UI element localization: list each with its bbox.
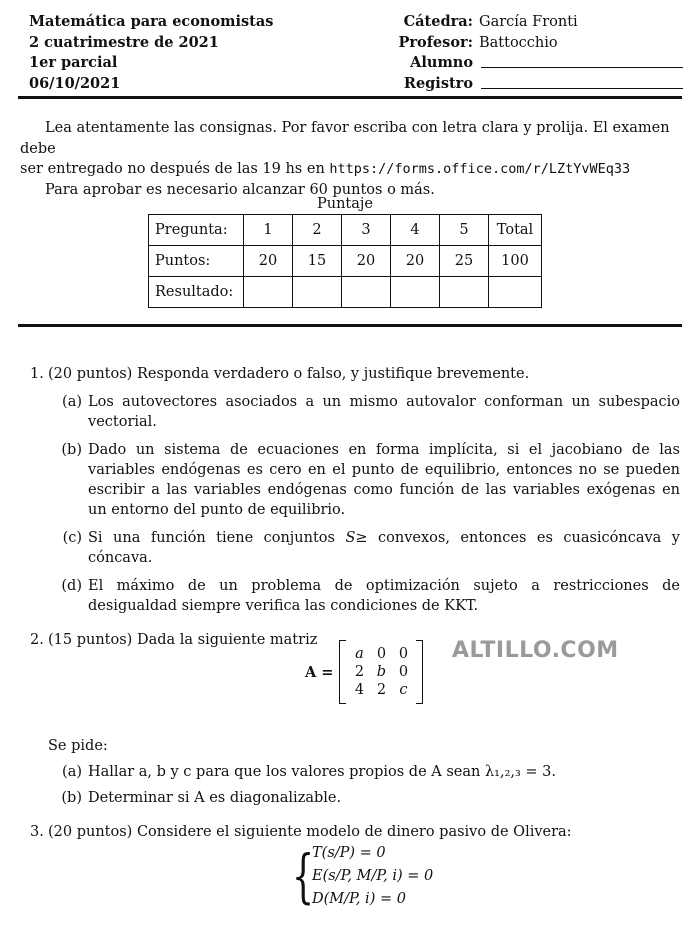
table-row	[149, 246, 542, 277]
matrix-left-bracket	[339, 640, 346, 704]
item-label: (b)	[61, 442, 82, 458]
table-cell: 4	[391, 215, 440, 246]
registry-label: Registro	[403, 74, 473, 92]
chair-value: García Fronti	[479, 14, 578, 30]
matrix-entry: a	[355, 646, 364, 662]
professor-label: Profesor:	[398, 33, 473, 51]
table-cell: Total	[489, 215, 542, 246]
list-item	[48, 762, 680, 782]
question-list	[30, 364, 680, 842]
matrix-entry: 0	[376, 646, 387, 662]
header-rule	[18, 96, 682, 99]
list-item	[48, 392, 680, 432]
student-label: Alumno	[410, 54, 473, 71]
score-table	[148, 214, 542, 308]
instruction-line-3: Para aprobar es necesario alcanzar 60 puntos o más.	[45, 181, 435, 198]
table-cell: 5	[440, 215, 489, 246]
table-cell: 20	[342, 246, 391, 277]
set-symbol: S≥	[345, 530, 368, 546]
item-label: (c)	[62, 530, 82, 546]
question-text: (20 puntos) Considere el siguiente modelo de dinero pasivo de Olivera:	[48, 824, 572, 840]
course-name: Matemática para economistas	[29, 13, 274, 30]
row-label-result: Resultado:	[149, 277, 244, 308]
list-item	[48, 576, 680, 616]
result-cell[interactable]	[342, 277, 391, 308]
row-label-question: Pregunta:	[149, 215, 244, 246]
matrix-entry: 2	[354, 664, 365, 680]
item-text-before: Si una función tiene conjuntos	[88, 530, 346, 546]
table-cell: 15	[293, 246, 342, 277]
student-blank-line[interactable]	[481, 53, 683, 68]
matrix-right-bracket	[416, 640, 423, 704]
table-cell: 20	[244, 246, 293, 277]
item-text	[88, 528, 680, 568]
matrix-entry: 4	[354, 682, 365, 698]
list-item	[48, 788, 680, 808]
matrix-entry: 0	[398, 646, 409, 662]
instruction-line-2-text: ser entregado no después de las 19 hs en	[20, 161, 330, 177]
equation-1: T(s/P) = 0	[312, 845, 386, 861]
matrix-entries	[346, 646, 416, 698]
instructions	[20, 118, 680, 200]
course-term: 2 cuatrimestre de 2021	[29, 33, 219, 51]
table-cell: 100	[489, 246, 542, 277]
exam-date: 06/10/2021	[29, 74, 121, 92]
item-label: (a)	[62, 394, 82, 410]
table-cell: 25	[440, 246, 489, 277]
professor-value: Battocchio	[479, 34, 558, 51]
exam-meta	[378, 12, 683, 94]
altillo-watermark: ALTILLO.COM	[452, 638, 619, 663]
result-cell[interactable]	[293, 277, 342, 308]
result-cell[interactable]	[244, 277, 293, 308]
matrix-entry: 2	[376, 682, 387, 698]
question-number: 2.	[30, 632, 44, 648]
item-text-after: convexos, entonces es cuasicóncava y cóncava.	[88, 530, 680, 566]
table-row	[149, 277, 542, 308]
equations	[312, 842, 433, 911]
item-text: Los autovectores asociados a un mismo autovalor conforman un subespacio vectorial.	[88, 394, 680, 430]
question-text: (15 puntos) Dada la siguiente matriz	[48, 632, 318, 648]
equation-3: D(M/P, i) = 0	[312, 891, 406, 907]
matrix-a	[305, 640, 423, 704]
exam-header	[18, 10, 682, 94]
instruction-line-2	[20, 159, 680, 180]
item-text: El máximo de un problema de optimización sujeto a restricciones de desigualdad siempre verifica las condiciones de KKT.	[88, 578, 680, 614]
item-label: (d)	[61, 578, 82, 594]
result-cell[interactable]	[391, 277, 440, 308]
matrix-entry: 0	[398, 664, 409, 680]
submission-url[interactable]: https://forms.office.com/r/LZtYvWEq33	[329, 161, 631, 177]
left-brace: {	[292, 842, 315, 910]
item-text: Determinar si A es diagonalizable.	[88, 790, 342, 806]
table-cell: 2	[293, 215, 342, 246]
result-cell[interactable]	[440, 277, 489, 308]
item-label: (b)	[61, 790, 82, 806]
table-cell: 1	[244, 215, 293, 246]
question-number: 3.	[30, 824, 44, 840]
question-1	[30, 364, 680, 616]
table-row	[149, 215, 542, 246]
table-cell: 20	[391, 246, 440, 277]
list-item	[48, 528, 680, 568]
matrix-label: A =	[305, 663, 334, 681]
instruction-line-1: Lea atentamente las consignas. Por favor escriba con letra clara y prolija. El examen debe	[20, 120, 670, 157]
section-rule	[18, 324, 682, 327]
item-text: Hallar a, b y c para que los valores propios de A sean λ₁,₂,₃ = 3.	[88, 764, 557, 780]
matrix-entry: b	[376, 664, 387, 680]
course-info	[29, 12, 273, 94]
table-cell: 3	[342, 215, 391, 246]
list-item	[48, 440, 680, 520]
item-text: Dado un sistema de ecuaciones en forma implícita, si el jacobiano de las variables endógenas es cero en el punto de equilibrio, entonces no se pueden escribir a las variables endógenas como función de las variables exógenas en un entorno del punto de equilibrio.	[88, 442, 680, 518]
row-label-points: Puntos:	[149, 246, 244, 277]
exam-name: 1er parcial	[29, 54, 118, 71]
se-pide-label: Se pide:	[48, 738, 108, 754]
item-label: (a)	[62, 764, 82, 780]
chair-label: Cátedra:	[403, 13, 473, 30]
registry-blank-line[interactable]	[481, 74, 683, 89]
question-number: 1.	[30, 366, 44, 382]
question-3	[30, 822, 680, 842]
result-cell[interactable]	[489, 277, 542, 308]
question-text: (20 puntos) Responda verdadero o falso, y justifique brevemente.	[48, 366, 530, 382]
score-table-caption: Puntaje	[317, 196, 373, 212]
equation-2: E(s/P, M/P, i) = 0	[312, 868, 434, 884]
matrix-entry: c	[399, 682, 408, 698]
